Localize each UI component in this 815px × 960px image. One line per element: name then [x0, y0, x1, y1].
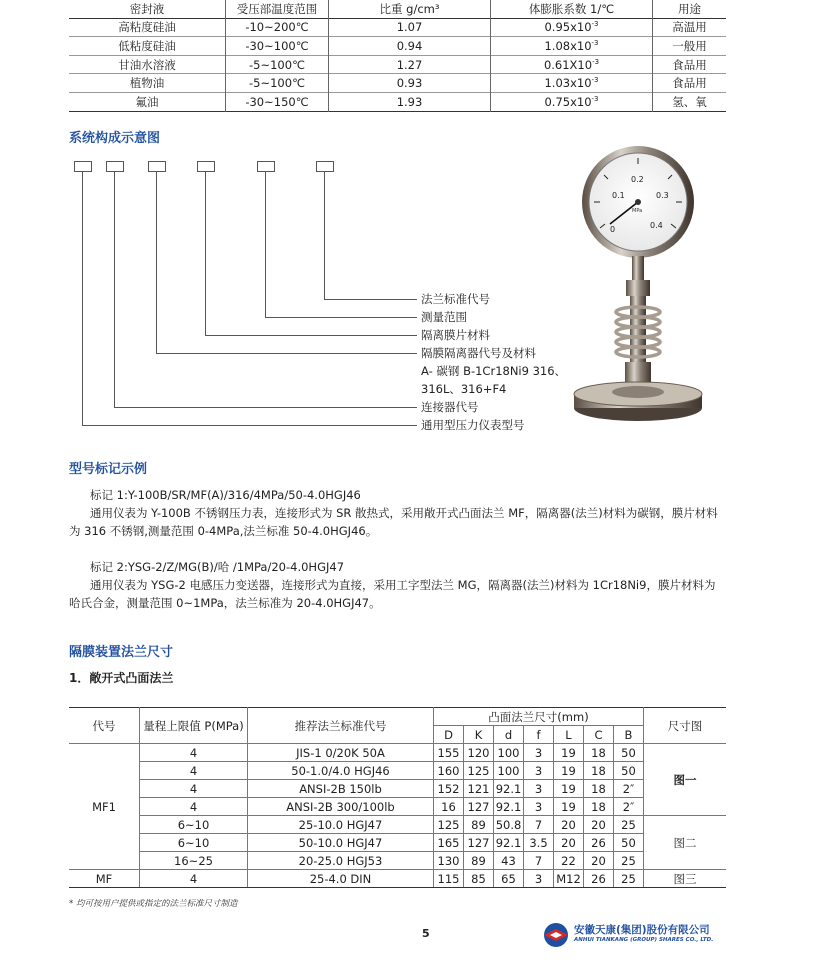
fluid-cell: $0.75x10^{-3}$	[491, 92, 653, 111]
flange-row	[69, 744, 726, 762]
header-dim-4: L	[554, 726, 584, 744]
fluid-cell: -10~200℃	[226, 18, 329, 37]
flange-cell: ANSI-2B 300/100lb	[248, 798, 434, 816]
svg-text:0: 0	[610, 225, 616, 234]
fluid-cell: -30~100℃	[226, 37, 329, 56]
fluid-cell: 高粘度硅油	[118, 20, 176, 35]
header-cell: 体膨胀系数 1/℃	[491, 0, 653, 18]
fluid-cell: $1.03x10^{-3}$	[491, 74, 653, 93]
flange-cell: 50-10.0 HGJ47	[248, 834, 434, 852]
code-box	[197, 161, 215, 172]
svg-text:0.3: 0.3	[656, 191, 669, 200]
flange-cell: 20	[554, 834, 584, 852]
flange-cell: 100	[494, 744, 524, 762]
flange-cell: JIS-1 0/20K 50A	[248, 744, 434, 762]
fluid-row	[69, 92, 726, 111]
flange-cell: 92.1	[494, 780, 524, 798]
flange-cell: 7	[524, 816, 554, 834]
header-dim-1: K	[464, 726, 494, 744]
example-1-mark: 标记 1:Y-100B/SR/MF(A)/316/4MPa/50-4.0HGJ46	[90, 488, 361, 502]
fluid-cell: 植物油	[129, 76, 165, 91]
header-cell: 用途	[653, 0, 727, 18]
header-cell: 受压部温度范围	[226, 0, 329, 18]
flange-cell: 25	[614, 816, 644, 834]
flange-cell: 3	[524, 744, 554, 762]
flange-cell: 50	[614, 834, 644, 852]
fluid-cell: 食品用	[653, 55, 727, 74]
flange-cell: 43	[494, 852, 524, 870]
company-name-cn: 安徽天康(集团)股份有限公司	[574, 924, 710, 936]
figure-cell: 图一	[644, 744, 727, 816]
code-box	[316, 161, 334, 172]
fluid-table-header	[69, 0, 726, 18]
flange-row	[69, 762, 726, 780]
flange-row	[69, 870, 726, 888]
leader-line	[324, 172, 325, 299]
fluid-table	[69, 0, 726, 112]
flange-cell: 25	[614, 870, 644, 888]
flange-cell: 4	[140, 762, 248, 780]
flange-cell: 18	[584, 762, 614, 780]
fluid-cell: 低粘度硅油	[118, 38, 176, 53]
header-dimensions: 凸面法兰尺寸(mm)	[434, 708, 644, 726]
flange-cell: 18	[584, 798, 614, 816]
leader-line	[114, 407, 417, 408]
flange-cell: 22	[554, 852, 584, 870]
model-title: 型号标记示例	[69, 462, 148, 477]
flange-row	[69, 834, 726, 852]
flange-row	[69, 852, 726, 870]
header-dim-3: f	[524, 726, 554, 744]
fluid-cell: $1.08x10^{-3}$	[491, 37, 653, 56]
figure-cell: 图二	[644, 816, 727, 870]
flange-subtitle: 1．敞开式凸面法兰	[69, 671, 174, 685]
fluid-cell: 甘油水溶液	[118, 57, 176, 72]
flange-cell: 121	[464, 780, 494, 798]
flange-row	[69, 798, 726, 816]
leader-line	[265, 172, 266, 317]
fluid-cell: $0.61X10^{-3}$	[491, 55, 653, 74]
code-box	[106, 161, 124, 172]
flange-cell: 130	[434, 852, 464, 870]
flange-cell: 26	[584, 834, 614, 852]
flange-cell: 4	[140, 780, 248, 798]
flange-title: 隔膜装置法兰尺寸	[69, 645, 174, 660]
svg-text:0.4: 0.4	[650, 221, 663, 230]
flange-row	[69, 816, 726, 834]
fluid-cell: 氢、氧	[653, 92, 727, 111]
flange-cell: 3	[524, 780, 554, 798]
leader-line	[82, 172, 83, 425]
flange-cell: 25-10.0 HGJ47	[248, 816, 434, 834]
flange-cell: 127	[464, 798, 494, 816]
fluid-cell: 高温用	[653, 18, 727, 37]
flange-cell: ANSI-2B 150lb	[248, 780, 434, 798]
header-dim-2: d	[494, 726, 524, 744]
system-title: 系统构成示意图	[69, 131, 161, 146]
fluid-cell: -5~100℃	[226, 74, 329, 93]
header-dim-5: C	[584, 726, 614, 744]
svg-text:0.1: 0.1	[612, 191, 625, 200]
flange-cell: 50	[614, 762, 644, 780]
flange-cell: 120	[464, 744, 494, 762]
fluid-cell: -30~150℃	[226, 92, 329, 111]
flange-cell: 92.1	[494, 834, 524, 852]
svg-text:0.2: 0.2	[631, 175, 644, 184]
flange-cell: 3	[524, 870, 554, 888]
fluid-cell: 氟油	[135, 94, 159, 109]
code-box	[148, 161, 166, 172]
code-box	[257, 161, 275, 172]
flange-cell: 125	[464, 762, 494, 780]
header-cell: 比重 g/cm³	[329, 0, 491, 18]
fluid-cell: 1.07	[329, 18, 491, 37]
flange-cell: 16~25	[140, 852, 248, 870]
flange-cell: 100	[494, 762, 524, 780]
flange-cell: 50.8	[494, 816, 524, 834]
fluid-cell: 0.93	[329, 74, 491, 93]
leader-line	[324, 299, 417, 300]
header-range: 量程上限值 P(MPa)	[140, 708, 248, 744]
flange-cell: 6~10	[140, 816, 248, 834]
flange-cell: 18	[584, 780, 614, 798]
code-box	[74, 161, 92, 172]
flange-cell: 6~10	[140, 834, 248, 852]
flange-cell: M12	[554, 870, 584, 888]
code-cell: MF	[69, 870, 140, 888]
flange-cell: 20	[554, 816, 584, 834]
leader-line	[82, 425, 417, 426]
flange-cell: 20	[584, 816, 614, 834]
company-logo	[542, 920, 732, 950]
label-gauge-model: 通用型压力仪表型号	[421, 418, 525, 432]
code-cell: MF1	[69, 744, 140, 870]
flange-cell: 19	[554, 798, 584, 816]
flange-cell: 4	[140, 744, 248, 762]
fluid-row	[69, 18, 726, 37]
flange-cell: 155	[434, 744, 464, 762]
flange-cell: 20-25.0 HGJ53	[248, 852, 434, 870]
leader-line	[205, 335, 417, 336]
fluid-row	[69, 37, 726, 56]
label-materials: A- 碳钢 B-1Cr18Ni9 316、	[421, 364, 567, 378]
flange-cell: 50-1.0/4.0 HGJ46	[248, 762, 434, 780]
flange-cell: 89	[464, 852, 494, 870]
label-materials-cont: 316L、316+F4	[421, 382, 507, 396]
example-1-text-cont: 为 316 不锈钢,测量范围 0-4MPa,法兰标准 50-4.0HGJ46。	[69, 524, 378, 538]
flange-cell: 20	[584, 852, 614, 870]
flange-cell: 85	[464, 870, 494, 888]
flange-cell: 50	[614, 744, 644, 762]
fluid-cell: 食品用	[653, 74, 727, 93]
figure-cell: 图三	[644, 870, 727, 888]
fluid-cell: -5~100℃	[226, 55, 329, 74]
flange-cell: 125	[434, 816, 464, 834]
header-dim-6: B	[614, 726, 644, 744]
flange-cell: 26	[584, 870, 614, 888]
svg-text:MPa: MPa	[632, 208, 643, 214]
flange-cell: 18	[584, 744, 614, 762]
example-1-text: 通用仪表为 Y-100B 不锈钢压力表，连接形式为 SR 散热式，采用敞开式凸面法兰 MF，隔离器(法兰)材料为碳钢，膜片材料	[90, 506, 718, 520]
leader-line	[156, 353, 417, 354]
flange-cell: 25	[614, 852, 644, 870]
fluid-cell: $0.95x10^{-3}$	[491, 18, 653, 37]
flange-cell: 2″	[614, 798, 644, 816]
fluid-row	[69, 74, 726, 93]
label-isolator: 隔膜隔离器代号及材料	[421, 346, 536, 360]
flange-cell: 4	[140, 798, 248, 816]
flange-cell: 3	[524, 762, 554, 780]
flange-cell: 115	[434, 870, 464, 888]
leader-line	[205, 172, 206, 335]
label-range: 测量范围	[421, 310, 467, 324]
flange-cell: 4	[140, 870, 248, 888]
fluid-cell: 0.94	[329, 37, 491, 56]
flange-cell: 3	[524, 798, 554, 816]
fluid-row	[69, 55, 726, 74]
example-2-text-cont: 哈氏合金，测量范围 0~1MPa，法兰标准为 20-4.0HGJ47。	[69, 596, 381, 610]
company-emblem-icon	[542, 922, 570, 948]
flange-cell: 89	[464, 816, 494, 834]
fluid-cell: 1.27	[329, 55, 491, 74]
flange-cell: 165	[434, 834, 464, 852]
flange-cell: 25-4.0 DIN	[248, 870, 434, 888]
flange-cell: 19	[554, 762, 584, 780]
leader-line	[265, 317, 417, 318]
label-flange-standard: 法兰标准代号	[421, 292, 490, 306]
label-membrane: 隔离膜片材料	[421, 328, 490, 342]
footnote: * 均可按用户提供或指定的法兰标准尺寸制造	[69, 899, 238, 909]
flange-table	[69, 707, 726, 888]
example-2-mark: 标记 2:YSG-2/Z/MG(B)/哈 /1MPa/20-4.0HGJ47	[90, 560, 345, 574]
flange-cell: 16	[434, 798, 464, 816]
company-name-en: ANHUI TIANKANG (GROUP) SHARES CO., LTD.	[574, 937, 714, 943]
header-figure: 尺寸图	[644, 708, 727, 744]
example-2-text: 通用仪表为 YSG-2 电感压力变送器，连接形式为直接，采用工字型法兰 MG，隔离器(法兰)材料为 1Cr18Ni9，膜片材料为	[90, 578, 716, 592]
page-number: 5	[422, 927, 430, 940]
fluid-cell: 1.93	[329, 92, 491, 111]
flange-cell: 152	[434, 780, 464, 798]
fluid-cell: 一般用	[653, 37, 727, 56]
flange-cell: 160	[434, 762, 464, 780]
label-connector: 连接器代号	[421, 400, 479, 414]
flange-cell: 19	[554, 744, 584, 762]
header-standard: 推荐法兰标准代号	[248, 708, 434, 744]
leader-line	[156, 172, 157, 353]
flange-cell: 2″	[614, 780, 644, 798]
header-cell: 密封液	[129, 1, 165, 16]
header-dim-0: D	[434, 726, 464, 744]
flange-cell: 127	[464, 834, 494, 852]
flange-cell: 65	[494, 870, 524, 888]
pressure-gauge-image	[570, 140, 710, 430]
flange-cell: 7	[524, 852, 554, 870]
flange-cell: 19	[554, 780, 584, 798]
leader-line	[114, 172, 115, 407]
flange-cell: 3.5	[524, 834, 554, 852]
flange-cell: 92.1	[494, 798, 524, 816]
flange-row	[69, 780, 726, 798]
header-code: 代号	[69, 708, 140, 744]
